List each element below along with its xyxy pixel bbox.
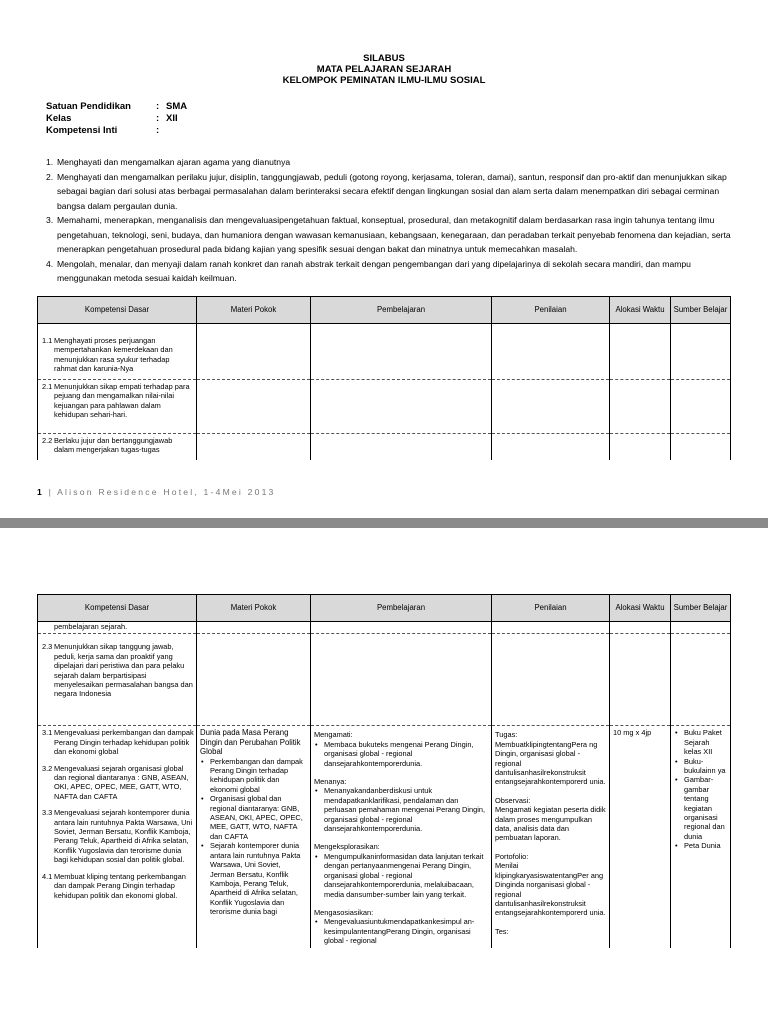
- document-page-2: [0, 528, 768, 1024]
- materi-title: Dunia pada Masa Perang Dingin dan Perubahan Politik Global: [200, 728, 301, 757]
- col-header-kd: Kompetensi Dasar: [38, 595, 197, 622]
- activity-label: Mengeksplorasikan:: [314, 842, 380, 852]
- syllabus-table-page1: [37, 296, 731, 460]
- identity-block: Satuan Pendidikan : SMA Kelas : XII Kompetensi Inti :: [46, 101, 188, 136]
- materi-item: • Sejarah kontemporer dunia antara lain runtuhnya Pakta Warsawa, Uni Soviet, Jerman Bersatu, Konflik Kamboja, Perang Teluk, Apartheid di Afrika selatan, Konflik Yugoslavia dan terorisme dunia bagi: [210, 841, 307, 916]
- page-number: 1: [37, 487, 44, 497]
- activity-item: • Mengumpulkaninformasidan data lanjutan terkait dengan pertanyaanmengenai Perang Dingin, organisasi global - regional dansejarahkontemporerdunia, melaluibacaan, media dansumber-sumber lain yang terkait.: [324, 852, 488, 899]
- assessment-label: Tugas:: [495, 730, 518, 740]
- table-row: [38, 622, 731, 634]
- assessment-text: Mengamati kegiatan peserta didik dalam proses mengumpulkan data, analisis data dan pembuatan laporan.: [495, 805, 606, 843]
- source-item: • Buku-bukulainn ya: [684, 757, 727, 776]
- assessment-label: Observasi:: [495, 795, 531, 805]
- assessment-label: Tes:: [495, 926, 509, 936]
- ki-item: 1. Menghayati dan mengamalkan ajaran agama yang dianutnya: [46, 157, 291, 167]
- source-item: • Buku Paket Sejarah kelas XII: [684, 728, 727, 756]
- table-row: [38, 434, 731, 460]
- materi-cell: [197, 726, 311, 948]
- assessment-text: MembuatklipingtentangPera ng Dingin, organisasi global - regional dantulisanhasilrekonstruksit entangsejarahkontemporerd unia.: [495, 739, 606, 787]
- col-header-kd: Kompetensi Dasar: [38, 297, 197, 324]
- identity-key: Satuan Pendidikan: [46, 101, 131, 112]
- source-item: • Gambar-gambar tentang kegiatan organisasi regional dan dunia: [684, 775, 727, 841]
- activity-item: • Mengevaluasiuntukmendapatkankesimpul an-kesimpulantentangPerang Dingin, organisasi global - regional: [324, 917, 488, 945]
- pembelajaran-cell: [311, 726, 492, 948]
- identity-key: Kompetensi Inti: [46, 125, 118, 136]
- ki-item: 2. Menghayati dan mengamalkan perilaku jujur, disiplin, tanggungjawab, peduli (gotong royong, kerjasama, toleran, damai), santun, responsif dan pro-aktif dan menunjukkan sikap sebagai bagian dari solusi atas berbagai permasalahan dalam berinteraksi secara efektif dengan lingkungan sosial dan alam serta dalam menempatkan diri sebagai cerminan bangsa dalam pergaulan dunia.: [46, 171, 727, 211]
- col-header-sumber: Sumber Belajar: [671, 297, 731, 324]
- identity-key: Kelas: [46, 113, 72, 124]
- col-header-sumber: Sumber Belajar: [671, 595, 731, 622]
- kd-cell: 2.2 Berlaku jujur dan bertanggungjawab dalam mengerjakan tugas-tugas: [38, 434, 197, 460]
- identity-value: SMA: [166, 101, 188, 112]
- footer-text: Alison Residence Hotel, 1-4Mei 2013: [57, 487, 276, 497]
- kompetensi-inti-list: [46, 155, 746, 286]
- col-header-penilaian: Penilaian: [492, 297, 610, 324]
- col-header-pembelajaran: Pembelajaran: [311, 595, 492, 622]
- col-header-alokasi: Alokasi Waktu: [610, 595, 671, 622]
- table-row: [38, 380, 731, 434]
- ki-item: 4. Mengolah, menalar, dan menyaji dalam ranah konkret dan ranah abstrak terkait dengan pengembangan dari yang dipelajarinya di sekolah secara mandiri, dan mampu menggunakan metoda sesuai kaidah keilmuan.: [46, 258, 691, 283]
- assessment-text: Menilai klipingkaryasiswatentangPer ang Dinginda norganisasi global - regional dantulisanhasilrekonstruksit entangsejarahkontemporerd unia.: [495, 861, 606, 918]
- col-header-alokasi: Alokasi Waktu: [610, 297, 671, 324]
- kd-cell: 1.1 Menghayati proses perjuangan mempertahankan kemerdekaan dan menunjukkan rasa syukur terhadap rahmat dan karunia-Nya: [38, 324, 197, 380]
- col-header-penilaian: Penilaian: [492, 595, 610, 622]
- table-row: [38, 726, 731, 948]
- activity-label: Menanya:: [314, 777, 347, 787]
- assessment-label: Portofolio:: [495, 851, 529, 861]
- col-header-materi: Materi Pokok: [197, 595, 311, 622]
- materi-item: • Organisasi global dan regional diantaranya: GNB, ASEAN, OKI, APEC, OPEC, MEE, GATT, WTO, NAFTA dan CAFTA: [210, 794, 307, 841]
- penilaian-cell: [492, 726, 610, 948]
- col-header-materi: Materi Pokok: [197, 297, 311, 324]
- materi-item: • Perkembangan dan dampak Perang Dingin terhadap kehidupan politik dan ekonomi global: [210, 757, 307, 795]
- sumber-cell: [671, 726, 731, 948]
- table-row: [38, 324, 731, 380]
- source-item: • Peta Dunia: [684, 841, 727, 850]
- title-subject: MATA PELAJARAN SEJARAH: [316, 64, 452, 75]
- title-group: KELOMPOK PEMINATAN ILMU-ILMU SOSIAL: [282, 75, 486, 86]
- alokasi-cell: 10 mg x 4jp: [610, 726, 671, 948]
- table-row: [38, 634, 731, 726]
- activity-item: • Membaca bukuteks mengenai Perang Dingin, organisasi global - regional dansejarahkontemporerdunia.: [324, 740, 488, 768]
- title-silabus: SILABUS: [363, 53, 405, 64]
- col-header-pembelajaran: Pembelajaran: [311, 297, 492, 324]
- identity-value: XII: [166, 113, 178, 124]
- activity-item: • Menanyakandanberdiskusi untuk mendapatkanklarifikasi, pendalaman dan perluasan pemahaman mengenai Perang Dingin, organisasi global - regional dansejarahkontemporerdunia.: [324, 786, 488, 833]
- activity-label: Mengasosiasikan:: [314, 907, 374, 917]
- page-footer: 1 | Alison Residence Hotel, 1-4Mei 2013: [37, 487, 276, 497]
- kd-cell: 3.1 Mengevaluasi perkembangan dan dampak Perang Dingin terhadap kehidupan politik dan ekonomi global 3.2 Mengevaluasi sejarah organisasi global dan regional diantaranya : GNB, ASEAN, OKI, APEC, OPEC, MEE, GATT, WTO, NAFTA dan CAFTA 3.3 Mengevaluasi sejarah kontemporer dunia antara lain runtuhnya Pakta Warsawa, Uni Soviet, Jerman Bersatu, Konflik Kamboja, Perang Teluk, Apartheid di Afrika selatan, Konflik Yugoslavia dan terorisme dunia bagi kehidupan sosial dan politik global. 4.1 Membuat kliping tentang perkembangan dan dampak Perang Dingin terhadap kehidupan politik dan ekonomi global.: [38, 726, 197, 948]
- ki-item: 3. Memahami, menerapkan, menganalisis dan mengevaluasipengetahuan faktual, konseptual, prosedural, dan metakognitif dalam berdasarkan rasa ingin tahunya tentang ilmu pengetahuan, teknologi, seni, budaya, dan humaniora dengan wawasan kemanusiaan, kebangsaan, kenegaraan, dan peradaban terkait penyebab fenomena dan kejadian, serta menerapkan pengetahuan prosedural pada bidang kajian yang spesifik sesuai dengan bakat dan minatnya untuk memecahkan masalah.: [46, 215, 731, 254]
- kd-cell: 2.1 Menunjukkan sikap empati terhadap para pejuang dan mengamalkan nilai-nilai kejuangan para pahlawan dalam kehidupan sehari-hari.: [38, 380, 197, 434]
- syllabus-table-page2: [37, 594, 731, 948]
- kd-continuation: pembelajaran sejarah.: [38, 622, 197, 634]
- activity-label: Mengamati:: [314, 730, 353, 740]
- kd-cell: 2.3 Menunjukkan sikap tanggung jawab, peduli, kerja sama dan proaktif yang dipelajari dari peristiwa dan para pelaku sejarah dalam berpartisipasi menyelesaikan permasalahan bangsa dan negara Indonesia: [38, 634, 197, 726]
